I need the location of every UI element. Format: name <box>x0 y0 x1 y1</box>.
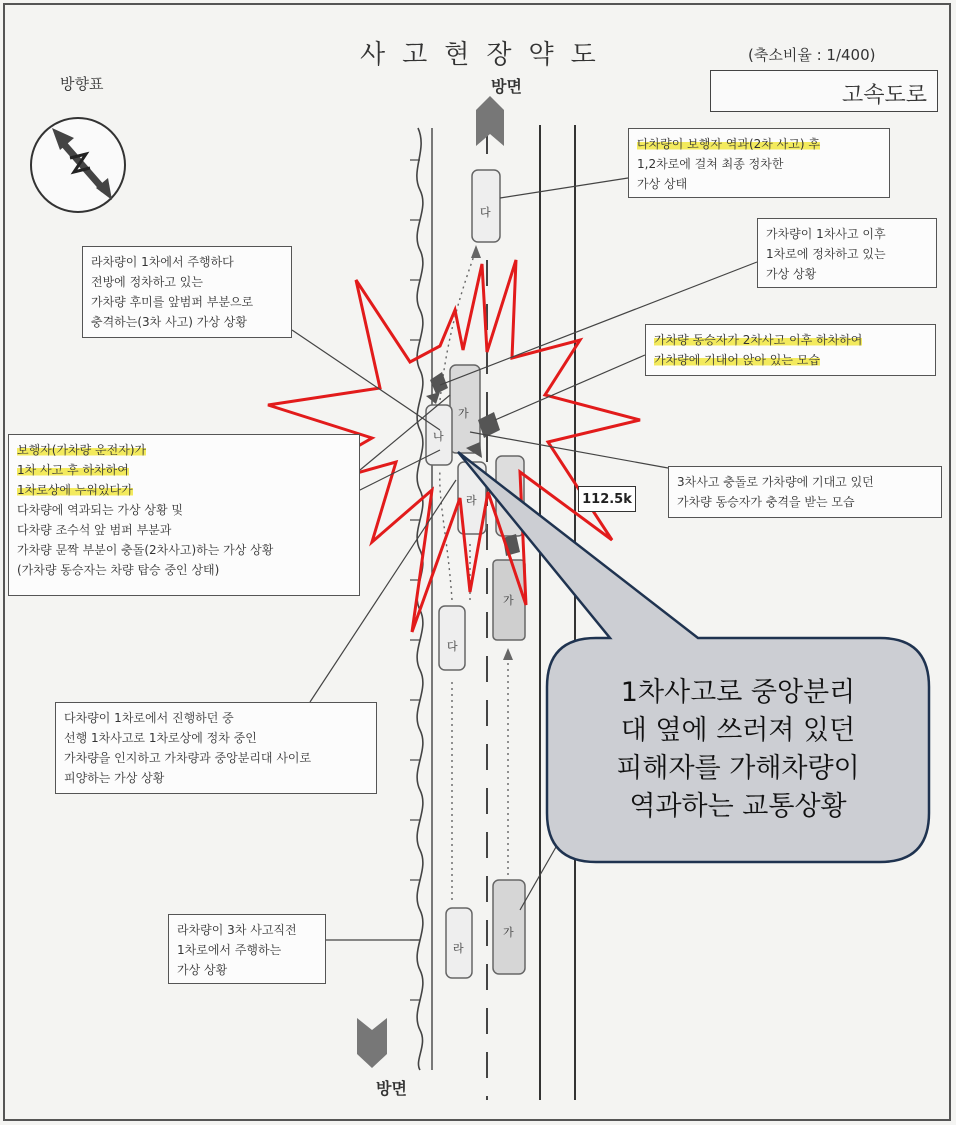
vehicle-label-da-approach: 다 <box>447 640 458 653</box>
arrow-up-icon <box>476 96 504 146</box>
vehicle-label-ga-mid: 가 <box>503 594 514 607</box>
vehicle-label-ra-impact: 라 <box>466 494 477 507</box>
compass-label: 방향표 <box>60 75 104 93</box>
note-passenger-hit: 3차사고 충돌로 가차량에 기대고 있던 가차량 동승자가 충격을 받는 모습 <box>668 466 942 518</box>
direction-top-label: 방면 <box>491 77 522 96</box>
note-passenger-lean: 가차량 동승자가 2차사고 이후 하차하여 가차량에 기대어 앉아 있는 모습 <box>645 324 936 376</box>
distance-marker: 112.5k <box>578 486 636 512</box>
vehicle-label-ga-stopped: 가 <box>458 407 469 420</box>
scale-ratio: (축소비율 : 1/400) <box>748 46 876 64</box>
note-pedestrian: 보행자(가차량 운전자)가 1차 사고 후 하차하여 1차로상에 누워있다가 다차량에 역과되는 가상 상황 및 다차량 조수석 앞 범퍼 부분과 가차량 문짝 부분이 충돌(2차사고)하는 가상 상황 (가차량 동승자는 차량 탑승 중인 상태) <box>8 434 360 596</box>
vehicle-label-da-final: 다 <box>480 206 491 219</box>
note-ra-impact: 라차량이 1차에서 주행하다 전방에 정차하고 있는 가차량 후미를 앞범퍼 부분으로 충격하는(3차 사고) 가상 상황 <box>82 246 292 338</box>
note-ga-stopped: 가차량이 1차사고 이후 1차로에 정차하고 있는 가상 상황 <box>757 218 937 288</box>
direction-bottom-label: 방면 <box>376 1079 407 1098</box>
callout-text: 1차사고로 중앙분리 대 옆에 쓰러져 있던 피해자를 가해차량이 역과하는 교통상황 <box>616 677 860 822</box>
compass-icon <box>31 118 125 212</box>
page-title: 사고현장약도 <box>360 40 613 70</box>
note-ra-driving: 라차량이 3차 사고직전 1차로에서 주행하는 가상 상황 <box>168 914 326 984</box>
road-type-label: 고속도로 <box>841 83 927 108</box>
note-da-avoid: 다차량이 1차로에서 진행하던 중 선행 1차사고로 1차로상에 정차 중인 가차량을 인지하고 가차량과 중앙분리대 사이로 피양하는 가상 상황 <box>55 702 377 794</box>
road-type-box <box>710 70 938 112</box>
vehicle-label-na-crash: 나 <box>433 430 444 443</box>
vehicle-label-ra-driving: 라 <box>453 942 464 955</box>
vehicle-label-ga-driving: 가 <box>503 926 514 939</box>
arrow-down-icon <box>357 1018 387 1068</box>
median-barrier <box>410 128 432 1070</box>
note-da-final: 다차량이 보행자 역과(2차 사고) 후 1,2차로에 걸쳐 최종 정차한 가상 상태 <box>628 128 890 198</box>
